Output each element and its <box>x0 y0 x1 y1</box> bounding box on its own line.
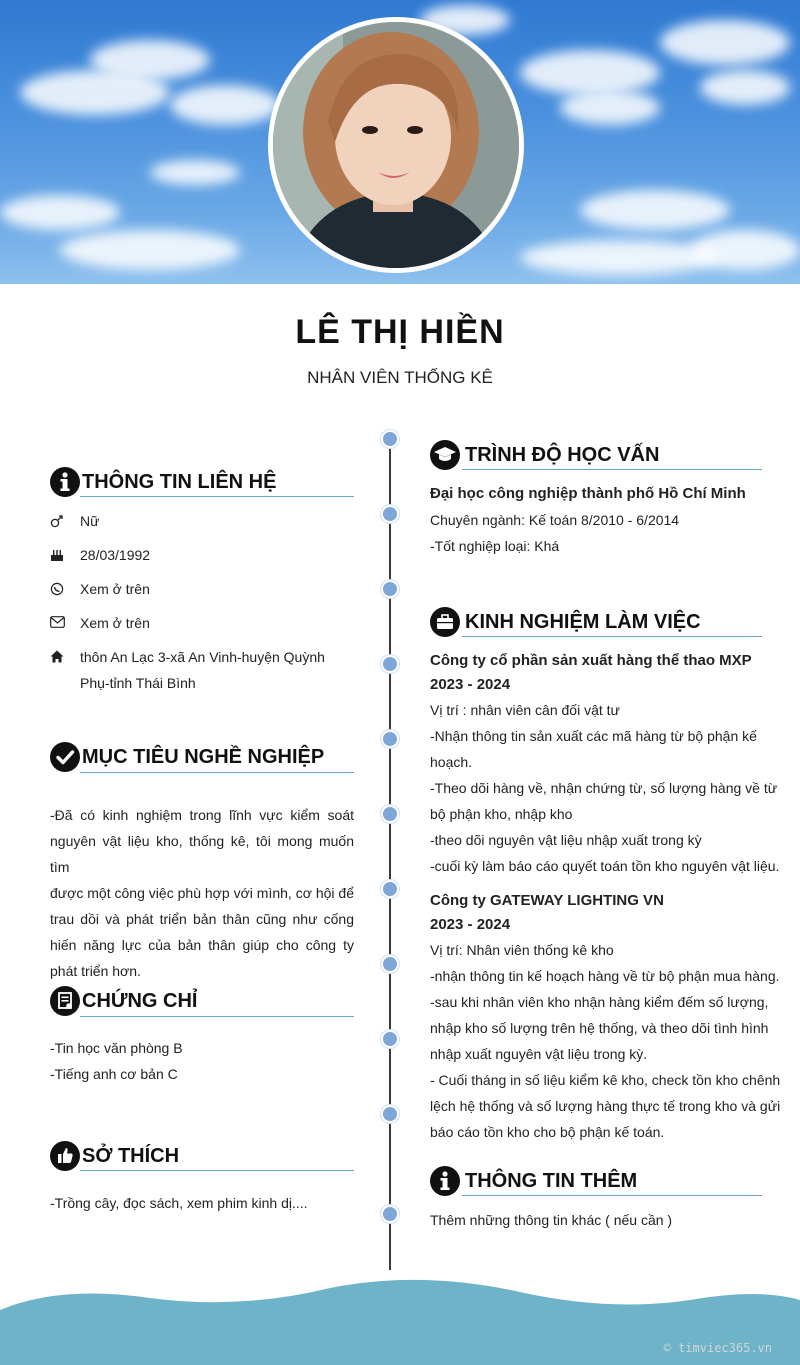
objective-line: phát triển hơn. <box>50 963 141 979</box>
experience-job <box>430 889 790 1145</box>
section-heading: KINH NGHIỆM LÀM VIỆC <box>465 610 701 633</box>
section-certificates-title <box>50 986 197 1016</box>
education-grade: -Tốt nghiệp loại: Khá <box>430 538 560 554</box>
contact-address <box>50 644 325 696</box>
phone-value: Xem ở trên <box>80 581 150 597</box>
check-circle-icon <box>50 742 80 772</box>
objective-line: trau dồi và phát triển bản thân cũng như cống <box>50 911 354 927</box>
timeline-dot <box>381 580 399 598</box>
section-rule <box>80 1170 354 1171</box>
section-heading: SỞ THÍCH <box>82 1144 180 1167</box>
certificate-item: -Tiếng anh cơ bản C <box>50 1066 178 1082</box>
job-detail-line: -sau khi nhân viên kho nhận hàng kiểm đếm số lượng, <box>430 994 769 1010</box>
job-detail-line: bộ phận kho, nhập kho <box>430 806 573 822</box>
timeline-dot <box>381 430 399 448</box>
contact-phone <box>50 576 150 602</box>
job-title: NHÂN VIÊN THỐNG KÊ <box>307 368 493 387</box>
job-detail-line: -Nhận thông tin sản xuất các mã hàng từ bộ phận kế <box>430 728 757 744</box>
section-rule <box>80 1016 354 1017</box>
certificate-icon <box>50 986 80 1016</box>
certificate-item: -Tin học văn phòng B <box>50 1040 183 1056</box>
section-heading: THÔNG TIN LIÊN HỆ <box>82 470 277 493</box>
info-icon <box>430 1166 460 1196</box>
experience-job <box>430 649 790 879</box>
objective-text <box>50 802 354 984</box>
address-line-2: Phụ-tỉnh Thái Bình <box>80 675 196 691</box>
job-detail-line: hoạch. <box>430 754 473 770</box>
email-value: Xem ở trên <box>80 615 150 631</box>
thumbs-up-icon <box>50 1141 80 1171</box>
timeline-dot <box>381 655 399 673</box>
phone-icon <box>50 576 80 602</box>
job-detail-line: -nhận thông tin kế hoạch hàng về từ bộ phận mua hàng. <box>430 968 780 984</box>
section-rule <box>462 1195 762 1196</box>
hobbies-text: -Trồng cây, đọc sách, xem phim kinh dị.... <box>50 1195 308 1211</box>
job-detail-line: nhập xuất nguyên vật liệu trong kỳ. <box>430 1046 648 1062</box>
job-detail-line: Vị trí: Nhân viên thống kê kho <box>430 942 614 958</box>
timeline-dot <box>381 505 399 523</box>
birthday-cake-icon <box>50 542 80 568</box>
home-icon <box>50 644 80 696</box>
job-detail-line: báo cáo tồn kho cho bộ phận kế toán. <box>430 1124 665 1140</box>
graduation-cap-icon <box>430 440 460 470</box>
section-experience-title <box>430 607 701 637</box>
timeline-line <box>389 440 391 1270</box>
contact-birthday <box>50 542 150 568</box>
timeline-dot <box>381 1205 399 1223</box>
job-detail-line: - Cuối tháng in số liệu kiểm kê kho, check tồn kho chênh <box>430 1072 781 1088</box>
section-rule <box>80 496 354 497</box>
job-period: 2023 - 2024 <box>430 676 511 693</box>
section-extra-title <box>430 1166 637 1196</box>
contact-gender <box>50 508 99 534</box>
objective-line: nguyên vật liệu kho, thống kê, tôi mong muốn tìm <box>50 833 354 875</box>
section-heading: CHỨNG CHỈ <box>82 989 198 1012</box>
briefcase-icon <box>430 607 460 637</box>
birthday-value: 28/03/1992 <box>80 547 151 563</box>
profile-photo <box>268 17 524 273</box>
objective-line: -Đã có kinh nghiệm trong lĩnh vực kiểm soát <box>50 807 354 823</box>
timeline-dot <box>381 880 399 898</box>
info-icon <box>50 467 80 497</box>
portrait-illustration <box>273 22 519 268</box>
objective-line: hiến năng lực của bản thân giúp cho công ty <box>50 937 354 953</box>
job-detail-line: lệch hệ thống và số lượng hàng thực tế trong kho và gửi <box>430 1098 781 1114</box>
section-heading: THÔNG TIN THÊM <box>465 1169 638 1192</box>
watermark: © timviec365.vn <box>663 1341 772 1355</box>
section-heading: TRÌNH ĐỘ HỌC VẤN <box>465 443 660 466</box>
address-line-1: thôn An Lạc 3-xã An Vinh-huyện Quỳnh <box>80 649 325 665</box>
timeline-dot <box>381 805 399 823</box>
timeline-dot <box>381 730 399 748</box>
gender-value: Nữ <box>80 513 100 529</box>
job-detail-line: -Theo dõi hàng về, nhận chứng từ, số lượng hàng về từ <box>430 780 778 796</box>
job-detail-line: Vị trí : nhân viên cân đối vật tư <box>430 702 620 718</box>
section-rule <box>462 469 762 470</box>
certificate-list <box>50 1035 183 1087</box>
section-hobbies-title <box>50 1141 179 1171</box>
school-name: Đại học công nghiệp thành phố Hồ Chí Minh <box>430 485 746 502</box>
job-detail-line: -theo dõi nguyên vật liệu nhập xuất trong kỳ <box>430 832 702 848</box>
education-block <box>430 481 780 559</box>
job-period: 2023 - 2024 <box>430 916 511 933</box>
contact-email <box>50 610 150 636</box>
extra-text: Thêm những thông tin khác ( nếu cần ) <box>430 1212 673 1228</box>
gender-icon <box>50 508 80 534</box>
full-name: LÊ THỊ HIỀN <box>295 313 505 351</box>
timeline-dot <box>381 955 399 973</box>
objective-line: được một công việc phù hợp với mình, cơ hội để <box>50 885 354 901</box>
section-rule <box>462 636 762 637</box>
section-heading: MỤC TIÊU NGHỀ NGHIỆP <box>82 745 325 768</box>
envelope-icon <box>50 610 80 636</box>
section-objective-title <box>50 742 324 772</box>
education-major: Chuyên ngành: Kế toán 8/2010 - 6/2014 <box>430 512 680 528</box>
section-contact-title <box>50 467 276 497</box>
timeline-dot <box>381 1030 399 1048</box>
job-detail-line: nhập kho số lượng trên hệ thống, và theo dõi tình hình <box>430 1020 769 1036</box>
timeline-dot <box>381 1105 399 1123</box>
company-name: Công ty GATEWAY LIGHTING VN <box>430 892 664 909</box>
section-education-title <box>430 440 659 470</box>
company-name: Công ty cổ phần sản xuất hàng thể thao MXP <box>430 652 752 669</box>
job-detail-line: -cuối kỳ làm báo cáo quyết toán tồn kho nguyên vật liệu. <box>430 858 780 874</box>
section-rule <box>80 772 354 773</box>
